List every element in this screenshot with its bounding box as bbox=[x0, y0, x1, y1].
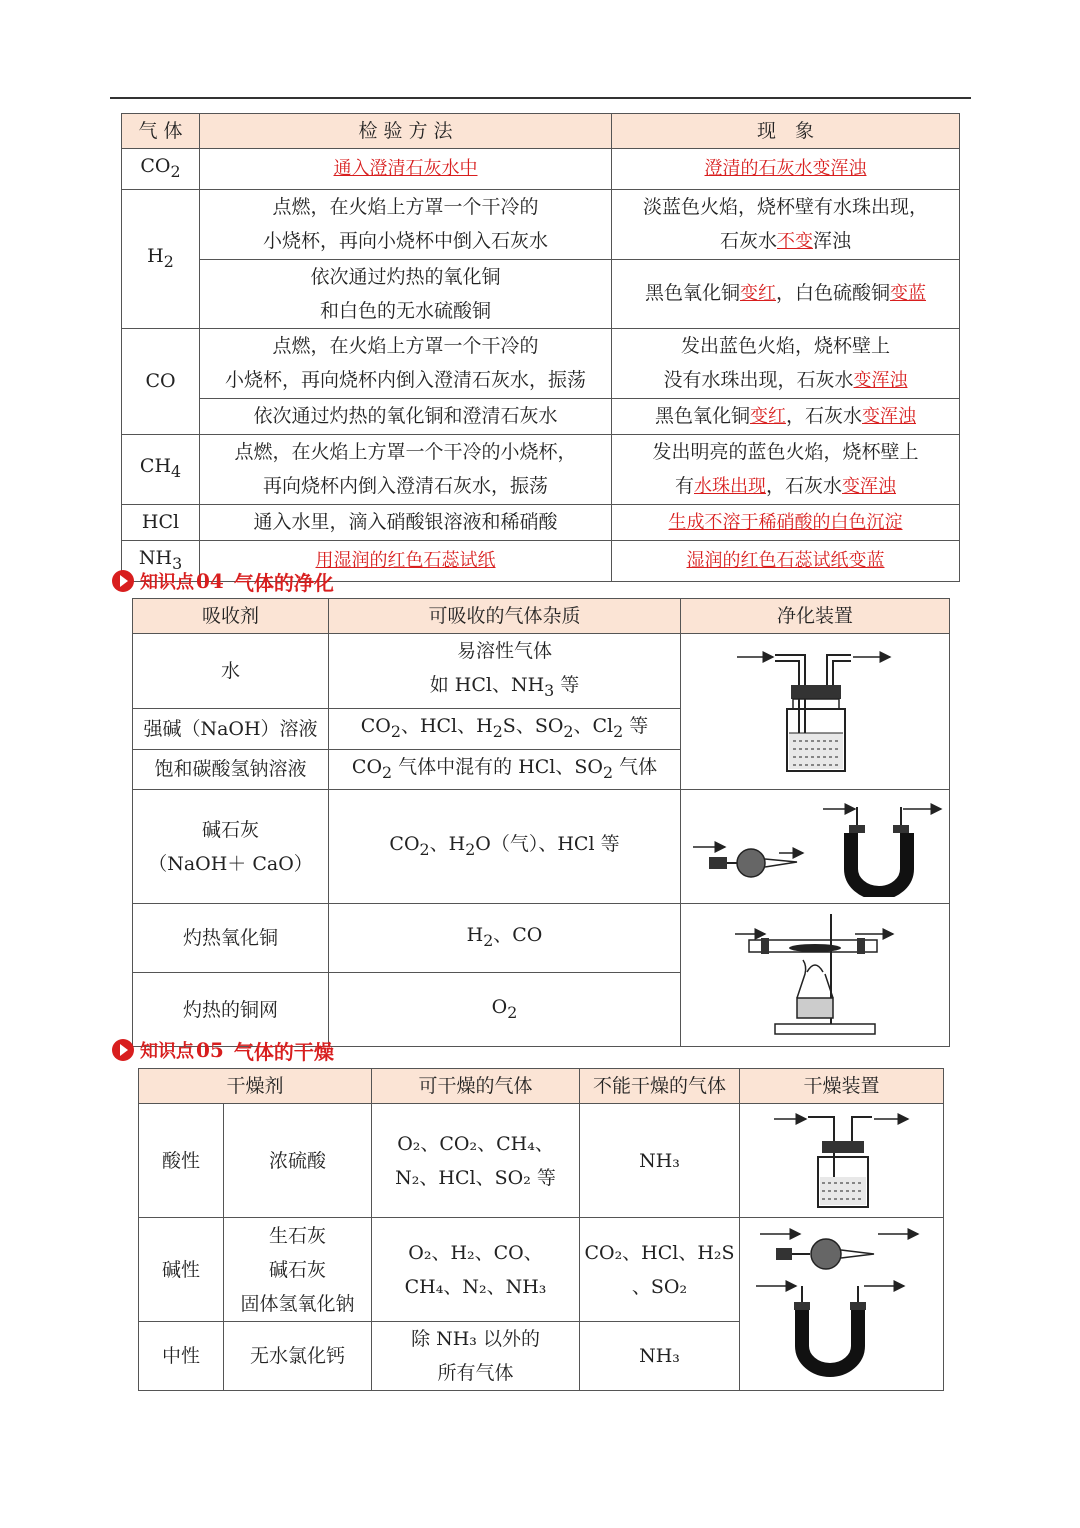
absorbent-cell: 灼热的铜网 bbox=[133, 973, 329, 1047]
method-cell: 用湿润的红色石蕊试纸 bbox=[200, 540, 612, 581]
header-phenomenon: 现 象 bbox=[612, 114, 960, 149]
phenomenon-cell: 生成不溶于稀硝酸的白色沉淀 bbox=[612, 504, 960, 540]
drying-tube-cell bbox=[681, 790, 950, 904]
impurity-cell: 易溶性气体 如 HCl、$NH_3$ 等 bbox=[329, 634, 681, 709]
not-dryable-cell: NH₃ bbox=[580, 1322, 740, 1391]
phenomenon-cell: 湿润的红色石蕊试纸变蓝 bbox=[612, 540, 960, 581]
phenomenon-cell: 黑色氧化铜变红，白色硫酸铜变蓝 bbox=[612, 259, 960, 328]
absorbent-cell: 强碱（NaOH）溶液 bbox=[133, 708, 329, 749]
impurity-cell: $CO_2$ 气体中混有的 HCl、$SO_2$ 气体 bbox=[329, 749, 681, 790]
dryable-cell: 除 NH₃ 以外的 所有气体 bbox=[372, 1322, 580, 1391]
method-cell: 依次通过灼热的氧化铜和澄清石灰水 bbox=[200, 398, 612, 434]
gas-cell: $NH_3$ bbox=[122, 540, 200, 581]
dryable-cell: O₂、H₂、CO、 CH₄、N₂、NH₃ bbox=[372, 1218, 580, 1322]
top-rule bbox=[110, 97, 971, 99]
method-cell: 通入澄清石灰水中 bbox=[200, 149, 612, 190]
row-h2 bbox=[122, 189, 960, 259]
gas-cell: $CH_4$ bbox=[122, 434, 200, 504]
row-cuo bbox=[133, 904, 950, 973]
header-apparatus: 净化装置 bbox=[681, 599, 950, 634]
method-cell: 点燃，在火焰上方罩一个干冷的 小烧杯，再向小烧杯中倒入石灰水 bbox=[200, 189, 612, 259]
header-method: 检 验 方 法 bbox=[200, 114, 612, 149]
row-ch4 bbox=[122, 434, 960, 504]
phenomenon-cell: 淡蓝色火焰，烧杯壁有水珠出现， 石灰水不变浑浊 bbox=[612, 189, 960, 259]
method-cell: 点燃，在火焰上方罩一个干冷的小烧杯， 再向烧杯内倒入澄清石灰水，振荡 bbox=[200, 434, 612, 504]
wash-bottle-cell bbox=[740, 1104, 944, 1218]
header-drying-apparatus: 干燥装置 bbox=[740, 1069, 944, 1104]
row-co2 bbox=[122, 149, 960, 190]
type-cell: 碱性 bbox=[139, 1218, 224, 1322]
row-water bbox=[133, 634, 950, 709]
wash-bottle-cell bbox=[681, 634, 950, 790]
drying-tube-and-u-tube-icon bbox=[685, 797, 945, 897]
drying-table bbox=[138, 1068, 944, 1391]
impurity-cell: $CO_2$、$H_2O$（气）、HCl 等 bbox=[329, 790, 681, 904]
agent-cell: 浓硫酸 bbox=[224, 1104, 372, 1218]
method-cell: 依次通过灼热的氧化铜 和白色的无水硫酸铜 bbox=[200, 259, 612, 328]
row-sodalime bbox=[133, 790, 950, 904]
header-impurities: 可吸收的气体杂质 bbox=[329, 599, 681, 634]
wash-bottle-icon bbox=[735, 647, 895, 777]
gas-cell: $H_2$ bbox=[122, 189, 200, 328]
absorbent-cell: 灼热氧化铜 bbox=[133, 904, 329, 973]
wash-bottle-icon bbox=[772, 1111, 912, 1211]
row-co-b bbox=[122, 398, 960, 434]
not-dryable-cell: NH₃ bbox=[580, 1104, 740, 1218]
gas-cell: CO bbox=[122, 328, 200, 434]
phenomenon-cell: 澄清的石灰水变浑浊 bbox=[612, 149, 960, 190]
impurity-cell: $O_2$ bbox=[329, 973, 681, 1047]
header-gas: 气 体 bbox=[122, 114, 200, 149]
not-dryable-cell: CO₂、HCl、H₂S 、SO₂ bbox=[580, 1218, 740, 1322]
drying-tube-and-u-tube-icon bbox=[752, 1224, 932, 1384]
drying-tube-cell bbox=[740, 1218, 944, 1391]
impurity-cell: $H_2$、CO bbox=[329, 904, 681, 973]
header-desiccant: 干燥剂 bbox=[139, 1069, 372, 1104]
agent-cell: 无水氯化钙 bbox=[224, 1322, 372, 1391]
absorbent-cell: 饱和碳酸氢钠溶液 bbox=[133, 749, 329, 790]
phenomenon-cell: 黑色氧化铜变红，石灰水变浑浊 bbox=[612, 398, 960, 434]
gas-cell: $CO_2$ bbox=[122, 149, 200, 190]
impurity-cell: $CO_2$、HCl、$H_2S$、$SO_2$、$Cl_2$ 等 bbox=[329, 708, 681, 749]
section-04-heading: 知识点 04 气体的净化 bbox=[112, 566, 334, 596]
gas-test-table bbox=[121, 113, 960, 582]
purification-table bbox=[132, 598, 950, 1047]
row-hcl bbox=[122, 504, 960, 540]
row-h2-b bbox=[122, 259, 960, 328]
dryable-cell: O₂、CO₂、CH₄、 N₂、HCl、SO₂ 等 bbox=[372, 1104, 580, 1218]
flag-icon bbox=[112, 570, 134, 592]
row-acid bbox=[139, 1104, 944, 1218]
agent-cell: 生石灰 碱石灰 固体氢氧化钠 bbox=[224, 1218, 372, 1322]
type-cell: 中性 bbox=[139, 1322, 224, 1391]
header-dryable: 可干燥的气体 bbox=[372, 1069, 580, 1104]
method-cell: 通入水里，滴入硝酸银溶液和稀硝酸 bbox=[200, 504, 612, 540]
flag-icon bbox=[112, 1039, 134, 1061]
type-cell: 酸性 bbox=[139, 1104, 224, 1218]
header-absorbent: 吸收剂 bbox=[133, 599, 329, 634]
gas-cell: HCl bbox=[122, 504, 200, 540]
section-05-heading: 知识点 05 气体的干燥 bbox=[112, 1035, 334, 1065]
phenomenon-cell: 发出明亮的蓝色火焰，烧杯壁上 有水珠出现，石灰水变浑浊 bbox=[612, 434, 960, 504]
method-cell: 点燃，在火焰上方罩一个干冷的 小烧杯，再向烧杯内倒入澄清石灰水，振荡 bbox=[200, 328, 612, 398]
absorbent-cell: 碱石灰 （NaOH＋ CaO） bbox=[133, 790, 329, 904]
heated-tube-burner-icon bbox=[735, 910, 895, 1040]
row-base bbox=[139, 1218, 944, 1322]
heated-tube-cell bbox=[681, 904, 950, 1047]
absorbent-cell: 水 bbox=[133, 634, 329, 709]
header-not-dryable: 不能干燥的气体 bbox=[580, 1069, 740, 1104]
row-co bbox=[122, 328, 960, 398]
phenomenon-cell: 发出蓝色火焰，烧杯壁上 没有水珠出现，石灰水变浑浊 bbox=[612, 328, 960, 398]
